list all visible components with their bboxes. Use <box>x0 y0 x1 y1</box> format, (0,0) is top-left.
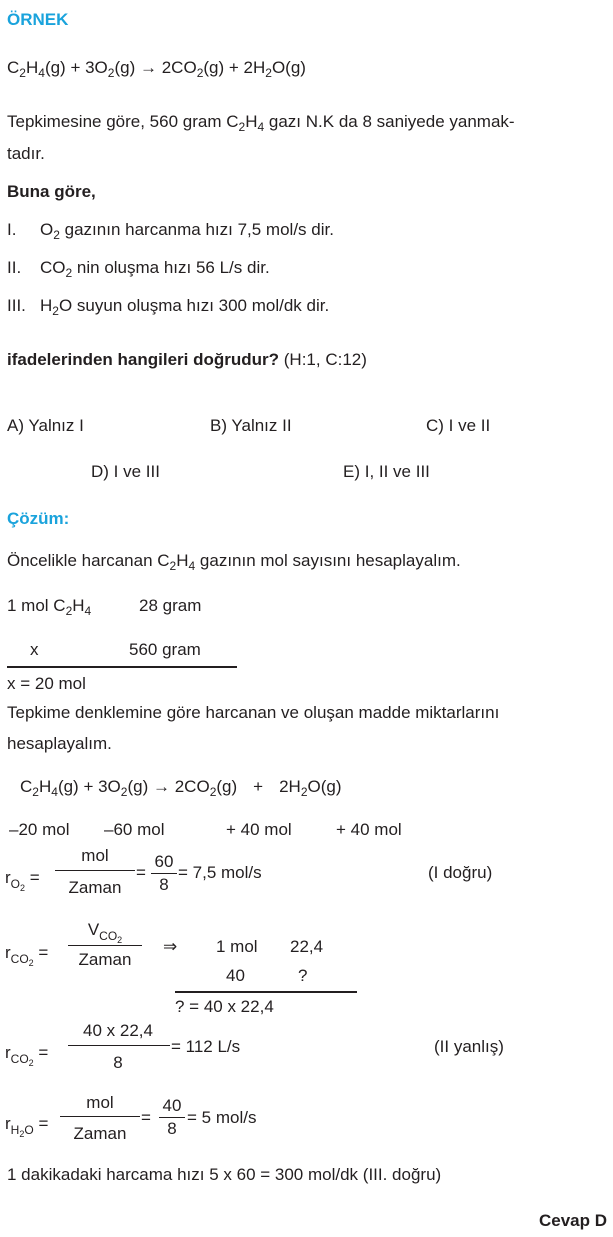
final-line: 1 dakikadaki harcama hızı 5 x 60 = 300 mol/dk (III. doğru) <box>7 1165 442 1184</box>
rate-co2-b-bar <box>68 1045 170 1046</box>
rate-h2o-bar <box>60 1116 140 1117</box>
rate-o2-num: mol <box>81 846 109 865</box>
statement-1: I. $O_2$ gazının harcanma hızı 7,5 mol/s dir. <box>7 220 334 242</box>
rate-h2o-num: mol <box>86 1093 114 1112</box>
statement-3: III. $H_2O$ suyun oluşma hızı 300 mol/dk dir. <box>7 296 330 318</box>
change-o2: –60 mol <box>104 820 165 839</box>
rate-co2-b-den: 8 <box>113 1053 123 1072</box>
rate-co2-b-num: 40 x 22,4 <box>83 1021 153 1040</box>
rate-h2o-den2: 8 <box>167 1119 177 1138</box>
mol-line: 1 mol $C_2H_4$ <box>7 596 92 618</box>
rate-co2-b-verdict: (II yanlış) <box>434 1037 504 1056</box>
proportion-divider <box>7 666 237 668</box>
change-c2h4: –20 mol <box>9 820 70 839</box>
answer: Cevap D <box>538 1211 607 1230</box>
arrow-icon: → <box>152 777 170 796</box>
rate-h2o-result: = 5 mol/s <box>187 1108 257 1127</box>
question: ifadelerinden hangileri doğrudur? (H:1, C:12) <box>7 350 367 369</box>
option-a[interactable]: A) Yalnız I <box>7 416 84 435</box>
rate-o2-den2: 8 <box>159 875 169 894</box>
rate-h2o-den: Zaman <box>73 1124 127 1143</box>
co2-row3: ? = 40 x 22,4 <box>175 997 274 1016</box>
co2-row1-b: 22,4 <box>290 937 324 956</box>
solution-text-line1: Tepkime denklemine göre harcanan ve oluşan madde miktarlarını <box>7 703 500 722</box>
rate-o2-bar <box>55 870 135 871</box>
rate-o2-den: Zaman <box>68 878 122 897</box>
rate-h2o-label: $r_{H_2O}$ = <box>5 1114 49 1139</box>
co2-row2-b: ? <box>298 966 308 985</box>
problem-text-line1: Tepkimesine göre, 560 gram $C_2H_4$ gazı N.K da 8 saniyede yanmak- <box>7 112 515 134</box>
option-d[interactable]: D) I ve III <box>91 462 160 481</box>
buna-gore: Buna göre, <box>7 182 96 201</box>
co2-row2-a: 40 <box>226 966 245 985</box>
solution-text-line2: hesaplayalım. <box>7 734 112 753</box>
option-e[interactable]: E) I, II ve III <box>343 462 430 481</box>
rate-co2-num: $V_{CO_2}$ <box>87 920 123 945</box>
rate-h2o-eq: = <box>141 1108 151 1127</box>
solution-intro: Öncelikle harcanan $C_2H_4$ gazının mol sayısını hesaplayalım. <box>7 551 461 573</box>
co2-row1-a: 1 mol <box>216 937 258 956</box>
rate-co2-bar <box>68 945 142 946</box>
mol-gram: 28 gram <box>139 596 202 615</box>
rate-o2-verdict: (I doğru) <box>428 863 493 882</box>
problem-text-line2: tadır. <box>7 144 45 163</box>
rate-o2-num2: 60 <box>154 852 174 871</box>
reaction-equation: $C_2H_4(g) + 3O_2(g) \to 2CO_2(g) + 2H_2O(g)$ <box>7 58 306 80</box>
rate-h2o-num2: 40 <box>162 1096 182 1115</box>
implies-icon: ⇒ <box>163 937 178 956</box>
rate-co2-b-label: $r_{CO_2}$ = <box>5 1043 49 1068</box>
reaction-equation-2: $C_2H_4(g) + 3O_2(g) \to 2CO_2(g) + 2H_2O(g)$ <box>20 777 342 799</box>
solution-title: Çözüm: <box>7 509 70 528</box>
rate-h2o-bar2 <box>159 1117 185 1118</box>
change-h2o: + 40 mol <box>336 820 402 839</box>
example-title: ÖRNEK <box>7 10 69 29</box>
rate-o2-result: = 7,5 mol/s <box>178 863 262 882</box>
rate-o2-label: $r_{O_2}$ = <box>5 868 40 893</box>
rate-co2-label: $r_{CO_2}$ = <box>5 943 49 968</box>
rate-o2-eq: = <box>136 863 146 882</box>
statement-2: II. $CO_2$ nin oluşma hızı 56 L/s dir. <box>7 258 270 280</box>
change-co2: + 40 mol <box>226 820 292 839</box>
x-result: x = 20 mol <box>7 674 86 693</box>
option-c[interactable]: C) I ve II <box>426 416 491 435</box>
rate-co2-den: Zaman <box>78 950 132 969</box>
rate-o2-bar2 <box>151 873 177 874</box>
co2-divider <box>175 991 357 993</box>
x-label: x <box>30 640 39 659</box>
rate-co2-b-result: = 112 L/s <box>171 1037 241 1056</box>
option-b[interactable]: B) Yalnız II <box>210 416 292 435</box>
arrow-icon: → <box>139 58 157 77</box>
x-gram: 560 gram <box>129 640 201 659</box>
